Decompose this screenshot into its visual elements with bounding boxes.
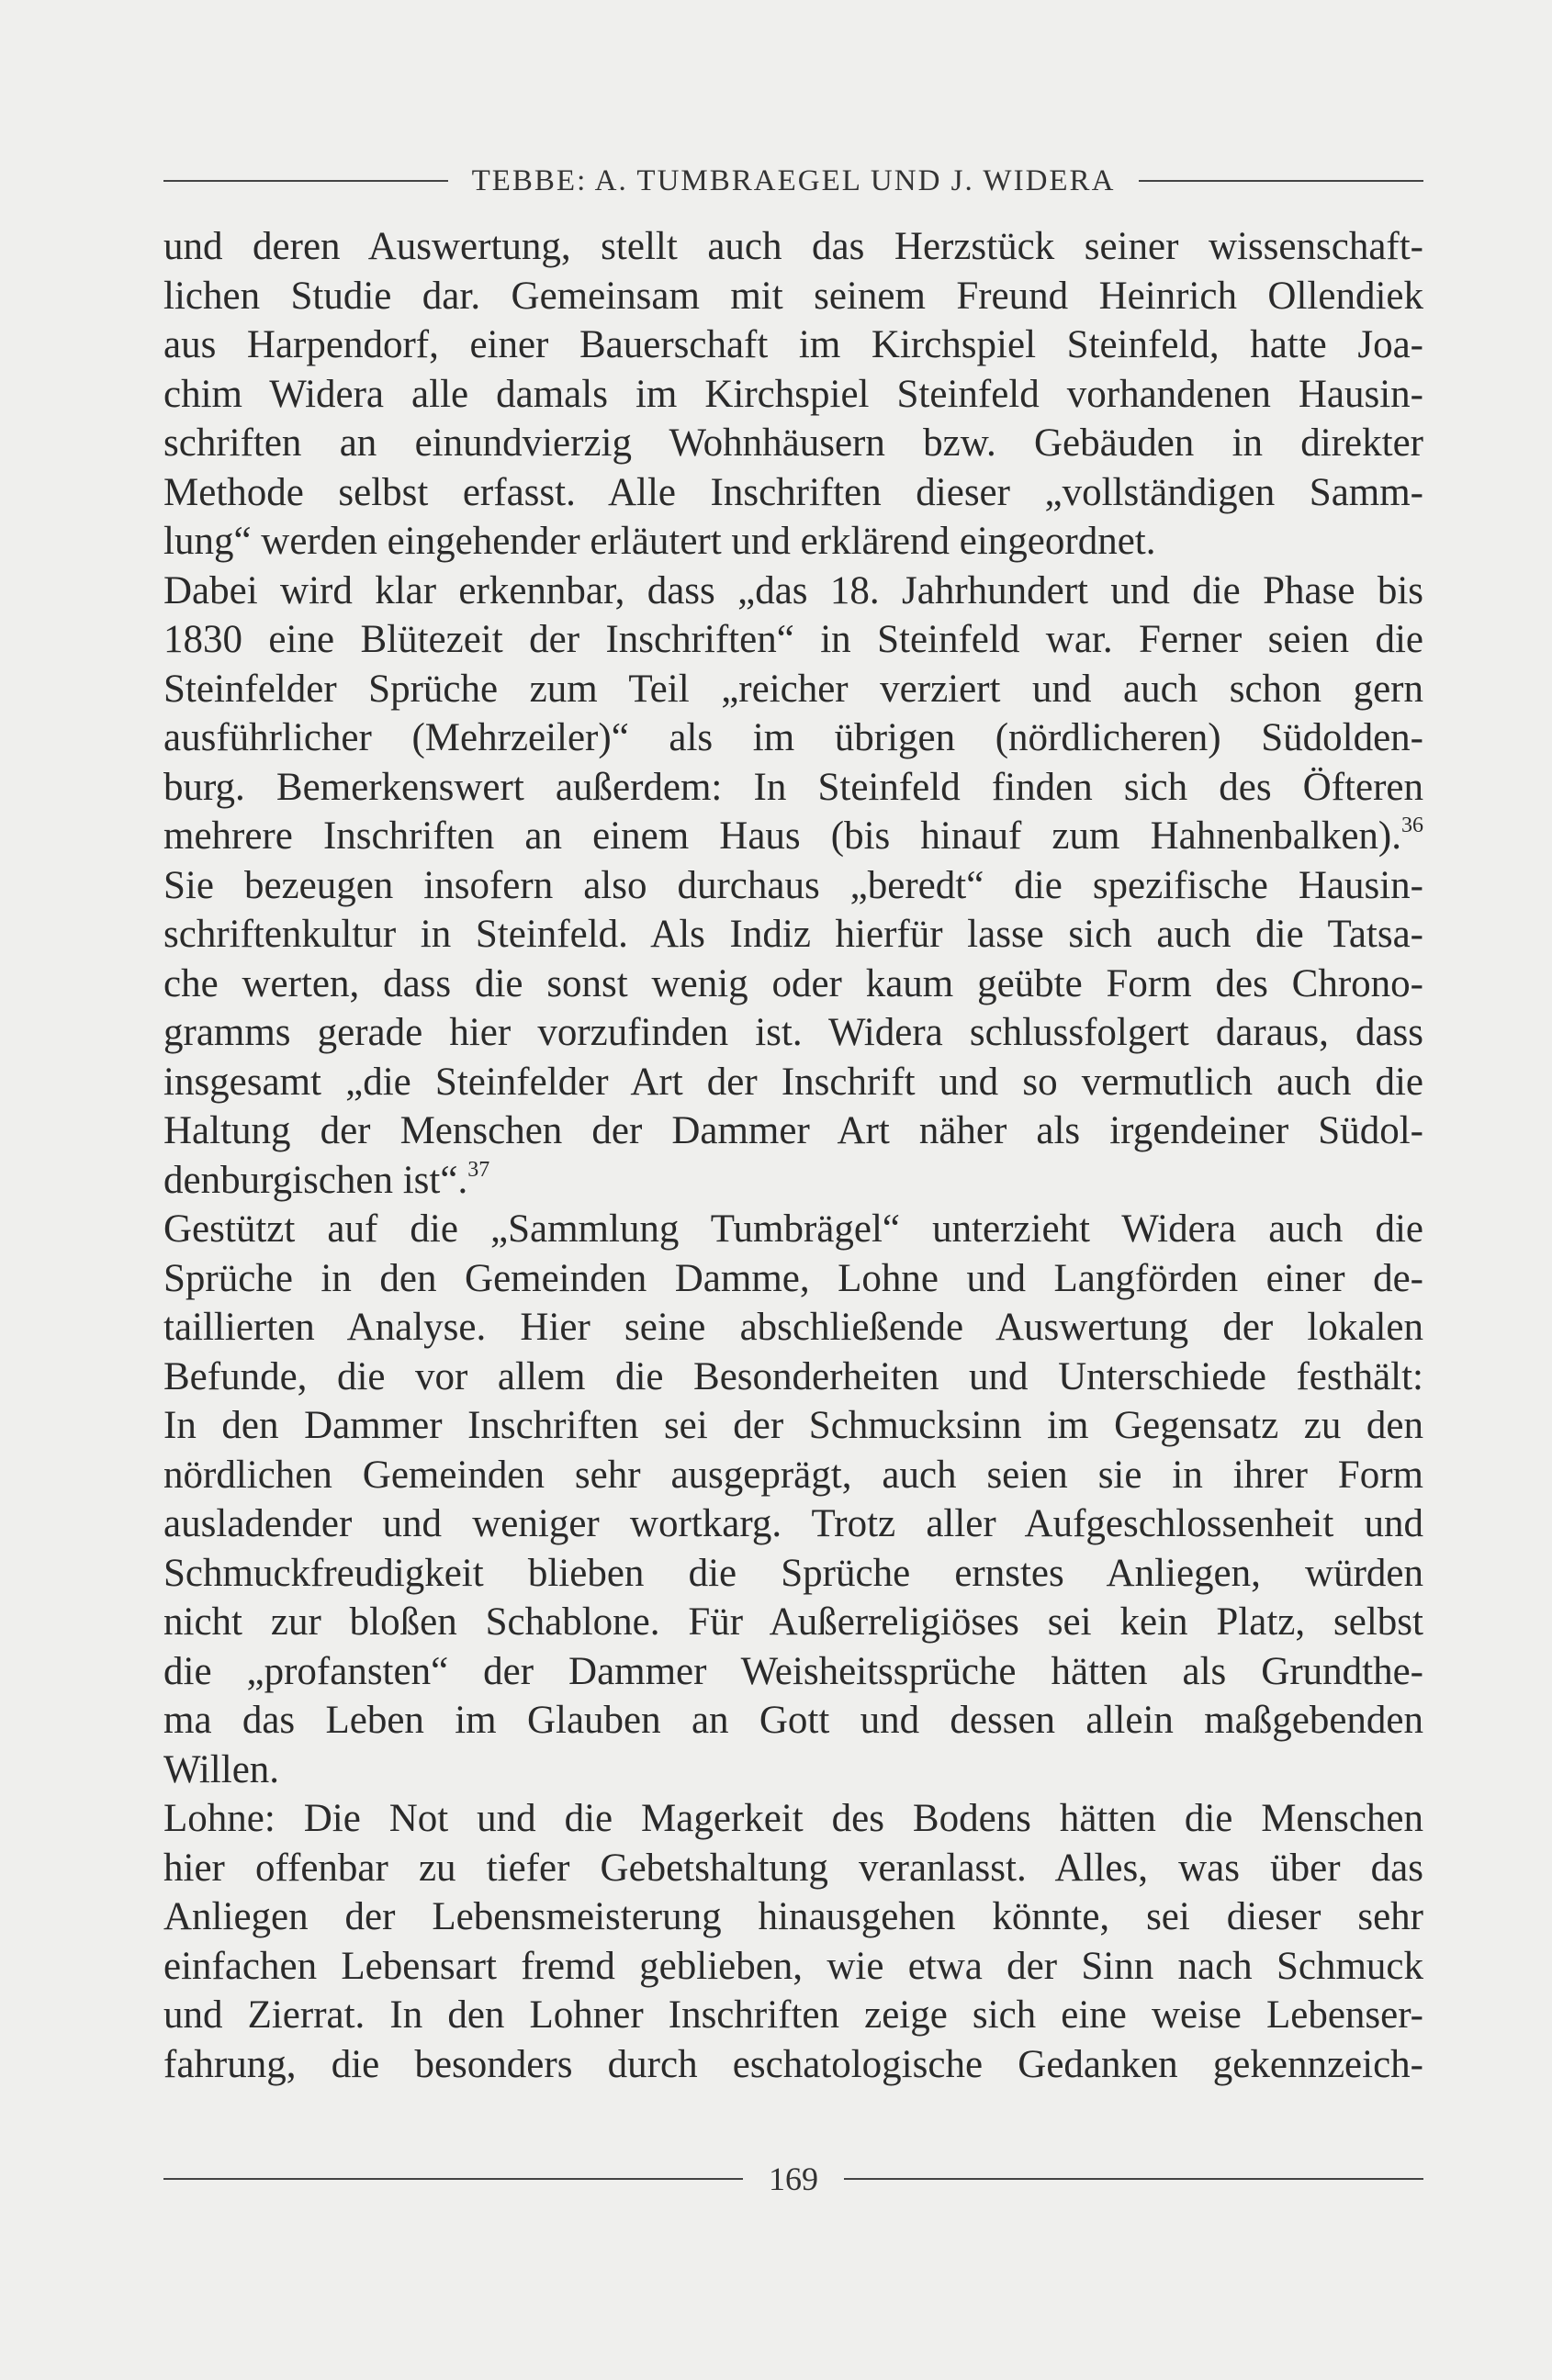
text-line: chim Widera alle damals im Kirchspiel Steinfeld vorhandenen Hausin- bbox=[163, 372, 1423, 416]
text-line: Willen. bbox=[163, 1747, 280, 1791]
text-line: die „profansten“ der Dammer Weisheitssprüche hätten als Grundthe- bbox=[163, 1649, 1423, 1693]
text-line: lung“ werden eingehender erläutert und erklärend eingeordnet. bbox=[163, 520, 1156, 563]
header-rule-left bbox=[163, 180, 448, 182]
footer-rule-left bbox=[163, 2178, 743, 2180]
footer-rule-right bbox=[844, 2178, 1423, 2180]
text-line: Methode selbst erfasst. Alle Inschriften dieser „vollständigen Samm- bbox=[163, 470, 1423, 514]
text-line: taillierten Analyse. Hier seine abschließende Auswertung der lokalen bbox=[163, 1306, 1423, 1349]
page-number: 169 bbox=[769, 2161, 818, 2197]
text-line: ausführlicher (Mehrzeiler)“ als im übrigen (nördlicheren) Südolden- bbox=[163, 716, 1423, 759]
header-rule-right bbox=[1139, 180, 1423, 182]
text-line: aus Harpendorf, einer Bauerschaft im Kirchspiel Steinfeld, hatte Joa- bbox=[163, 323, 1423, 366]
text-line-content: mehrere Inschriften an einem Haus (bis hinauf zum Hahnenbalken). bbox=[163, 814, 1401, 858]
text-line: Schmuckfreudigkeit blieben die Sprüche ernstes Anliegen, würden bbox=[163, 1551, 1423, 1595]
text-line: nördlichen Gemeinden sehr ausgeprägt, auch seien sie in ihrer Form bbox=[163, 1453, 1423, 1497]
text-line: schriftenkultur in Steinfeld. Als Indiz hierfür lasse sich auch die Tatsa- bbox=[163, 913, 1423, 956]
text-line: und Zierrat. In den Lohner Inschriften zeige sich eine weise Lebenser- bbox=[163, 1993, 1423, 2037]
text-line-with-footnote bbox=[163, 1156, 1423, 1206]
text-line-with-footnote bbox=[163, 812, 1423, 861]
text-line: burg. Bemerkenswert außerdem: In Steinfeld finden sich des Öfteren bbox=[163, 765, 1423, 809]
text-line: ausladender und weniger wortkarg. Trotz aller Aufgeschlossenheit und bbox=[163, 1502, 1423, 1545]
page-footer bbox=[163, 2156, 1423, 2202]
text-line: Dabei wird klar erkennbar, dass „das 18. Jahrhundert und die Phase bis bbox=[163, 568, 1423, 612]
text-line: ma das Leben im Glauben an Gott und dessen allein maßgebenden bbox=[163, 1699, 1423, 1742]
text-line-content: denburgischen ist“. bbox=[163, 1158, 468, 1202]
text-line: gramms gerade hier vorzufinden ist. Widera schlussfolgert daraus, dass bbox=[163, 1011, 1423, 1054]
footnote-ref-37: 37 bbox=[467, 1157, 490, 1182]
text-line: che werten, dass die sonst wenig oder kaum geübte Form des Chrono- bbox=[163, 961, 1423, 1005]
running-header bbox=[163, 158, 1423, 204]
text-line: fahrung, die besonders durch eschatologische Gedanken gekennzeich- bbox=[163, 2042, 1423, 2086]
footnote-ref-36: 36 bbox=[1401, 814, 1423, 837]
running-title: TEBBE: A. TUMBRAEGEL UND J. WIDERA bbox=[471, 163, 1116, 197]
text-line: 1830 eine Blütezeit der Inschriften“ in Steinfeld war. Ferner seien die bbox=[163, 618, 1423, 661]
text-line: In den Dammer Inschriften sei der Schmucksinn im Gegensatz zu den bbox=[163, 1404, 1423, 1447]
text-line: Sprüche in den Gemeinden Damme, Lohne und Langförden einer de- bbox=[163, 1256, 1423, 1300]
text-line: Befunde, die vor allem die Besonderheiten und Unterschiede festhält: bbox=[163, 1354, 1423, 1398]
text-line: einfachen Lebensart fremd geblieben, wie etwa der Sinn nach Schmuck bbox=[163, 1944, 1423, 1988]
text-line: Steinfelder Sprüche zum Teil „reicher verziert und auch schon gern bbox=[163, 667, 1423, 711]
text-line: insgesamt „die Steinfelder Art der Inschrift und so vermutlich auch die bbox=[163, 1060, 1423, 1104]
text-line: schriften an einundvierzig Wohnhäusern bzw. Gebäuden in direkter bbox=[163, 421, 1423, 465]
text-line: hier offenbar zu tiefer Gebetshaltung veranlasst. Alles, was über das bbox=[163, 1846, 1423, 1890]
text-line: lichen Studie dar. Gemeinsam mit seinem Freund Heinrich Ollendiek bbox=[163, 274, 1423, 318]
main-text bbox=[163, 222, 1423, 2089]
text-line: Gestützt auf die „Sammlung Tumbrägel“ unterzieht Widera auch die bbox=[163, 1207, 1423, 1251]
text-line: Haltung der Menschen der Dammer Art näher als irgendeiner Südol- bbox=[163, 1109, 1423, 1152]
text-line: Sie bezeugen insofern also durchaus „beredt“ die spezifische Hausin- bbox=[163, 863, 1423, 907]
text-line: Anliegen der Lebensmeisterung hinausgehen könnte, sei dieser sehr bbox=[163, 1895, 1423, 1938]
text-line: und deren Auswertung, stellt auch das Herzstück seiner wissenschaft- bbox=[163, 225, 1423, 268]
text-line: Lohne: Die Not und die Magerkeit des Bodens hätten die Menschen bbox=[163, 1797, 1423, 1840]
text-line: nicht zur bloßen Schablone. Für Außerreligiöses sei kein Platz, selbst bbox=[163, 1600, 1423, 1644]
